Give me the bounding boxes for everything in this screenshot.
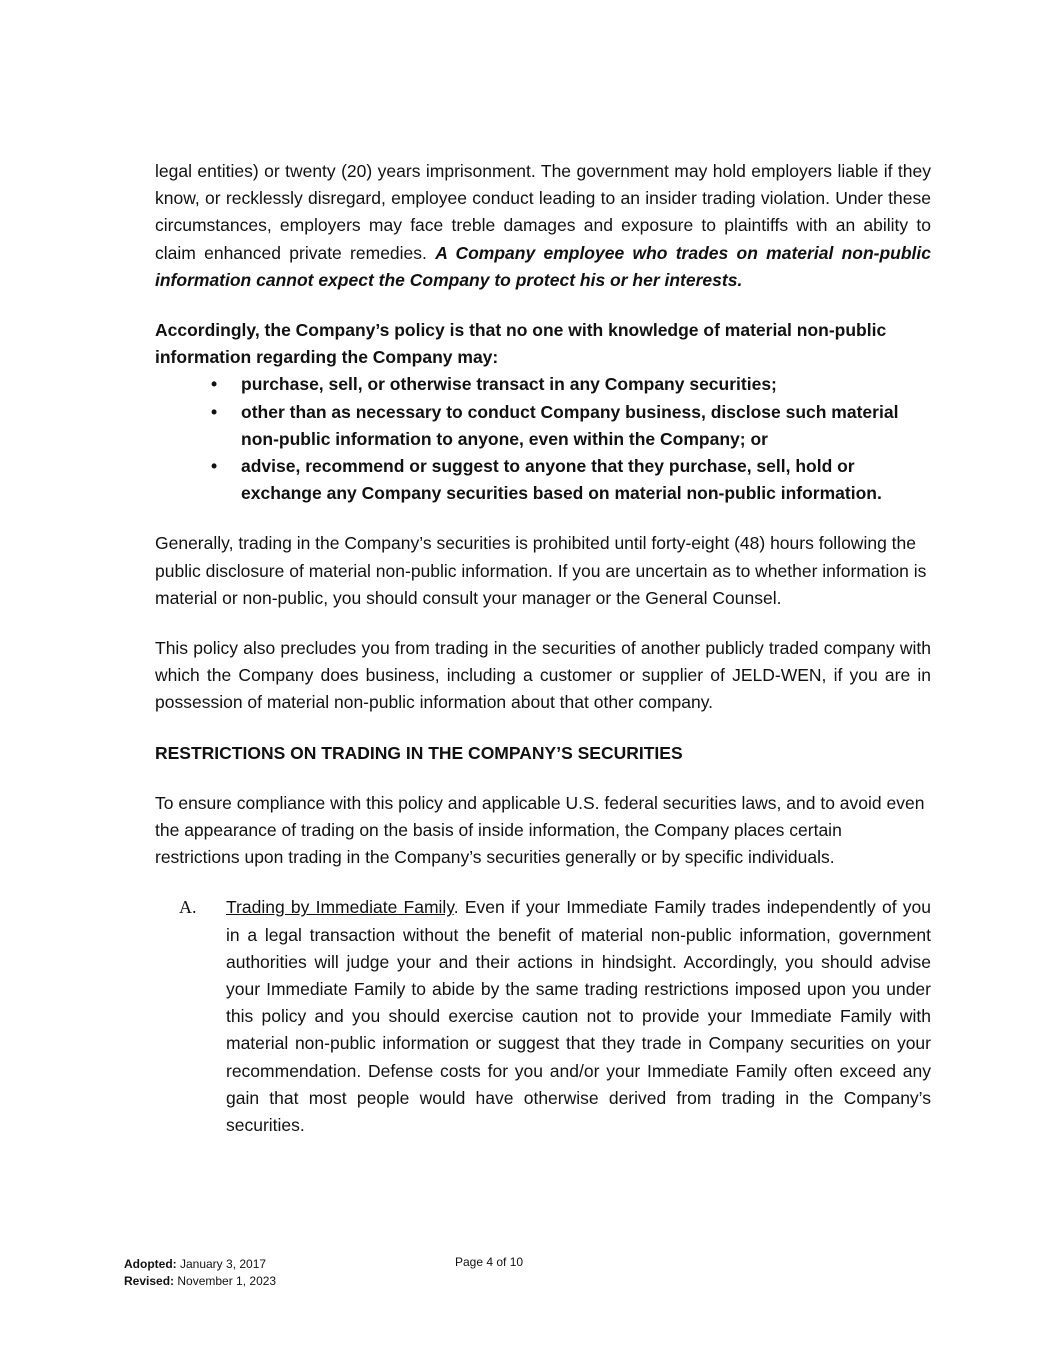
paragraph-penalties [155, 158, 931, 294]
paragraph-generally: Generally, trading in the Company’s securities is prohibited until forty-eight (48) hours following the public disclosure of material non-public information. If you are uncertain as to whether information is material or non-public, you should consult your manager or the General Counsel. [155, 533, 927, 608]
bullet-icon: • [211, 374, 218, 395]
paragraph-other-companies: This policy also precludes you from trading in the securities of another publicly traded company with which the Company does business, including a customer or supplier of JELD-WEN, if you are in possession of material non-public information about that other company. [155, 638, 931, 713]
policy-bullet-list [155, 371, 931, 507]
item-a-title: Trading by Immediate Family [226, 897, 454, 918]
item-a-text: . Even if your Immediate Family trades independently of you in a legal transaction without the benefit of material non-public information, government authorities will judge your and their actions in hindsight. Accordingly, you should advise your Immediate Family to abide by the same trading restrictions imposed upon you under this policy and you should exercise caution not to provide your Immediate Family with material non-public information or suggest that they trade in Company securities on your recommendation. Defense costs for you and/or your Immediate Family often exceed any gain that most people would have otherwise derived from trading in the Company’s securities. [226, 897, 931, 1136]
paragraph-penalties-text: legal entities) or twenty (20) years imprisonment. The government may hold employers liable if they know, or recklessly disregard, employee conduct leading to an insider trading violation. Under these circumstances, employers may face treble damages and exposure to plaintiffs with an ability to claim enhanced private remedies. [155, 161, 931, 263]
item-a-label: A. [179, 897, 197, 918]
footer-revised: Revised: November 1, 2023 [124, 1274, 277, 1288]
bullet-icon: • [211, 456, 218, 477]
footer-dates [124, 1256, 276, 1290]
policy-bullet-item: • other than as necessary to conduct Company business, disclose such material non-public information to anyone, even within the Company; or [241, 399, 931, 453]
footer-adopted: Adopted: January 3, 2017 [124, 1257, 267, 1271]
page-content [155, 158, 931, 1139]
paragraph-ensure-compliance: To ensure compliance with this policy and applicable U.S. federal securities laws, and to avoid even the appearance of trading on the basis of inside information, the Company places certain restrictions upon trading in the Company’s securities generally or by specific individuals. [155, 792, 925, 868]
paragraph-penalties-emphasis: A Company employee who trades on material non-public information cannot expect the Company to protect his or her interests. [155, 242, 931, 290]
page-number: Page 4 of 10 [455, 1255, 524, 1269]
policy-intro: Accordingly, the Company’s policy is that no one with knowledge of material non-public information regarding the Company may: [155, 320, 887, 368]
policy-bullet-item: • advise, recommend or suggest to anyone that they purchase, sell, hold or exchange any Company securities based on material non-public information. [241, 453, 931, 507]
policy-bullet-item: • purchase, sell, or otherwise transact in any Company securities; [241, 371, 931, 398]
section-heading: RESTRICTIONS ON TRADING IN THE COMPANY’S SECURITIES [155, 742, 683, 763]
item-a-trading-by-immediate-family [155, 894, 931, 1139]
bullet-icon: • [211, 401, 218, 422]
